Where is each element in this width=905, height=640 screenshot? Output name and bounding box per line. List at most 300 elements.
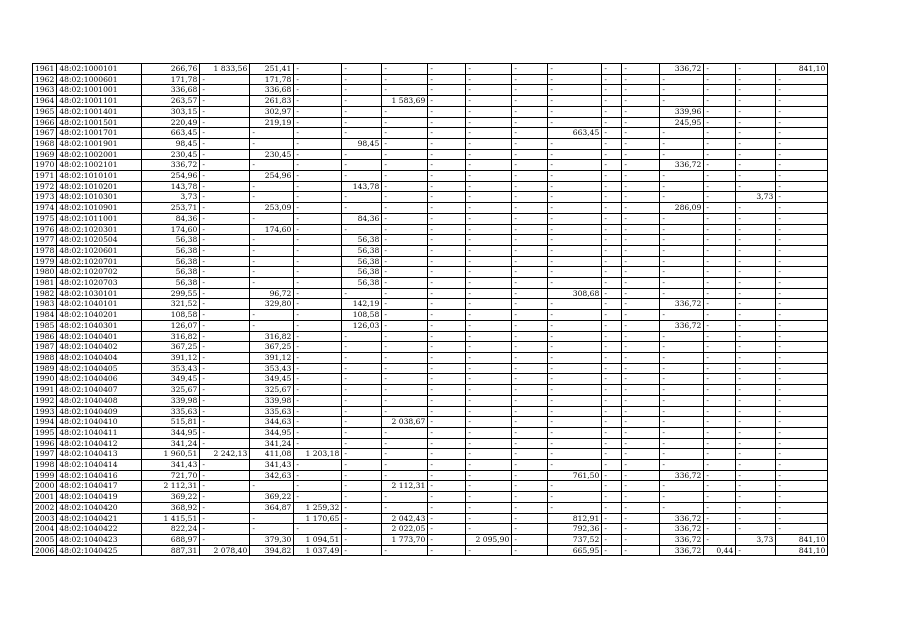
value-cell: - (200, 96, 250, 107)
value-cell: - (428, 417, 466, 428)
value-cell: - (660, 331, 704, 342)
value-cell: - (622, 149, 660, 160)
value-cell: - (200, 138, 250, 149)
value-cell: 56,38 (142, 278, 200, 289)
value-cell: - (342, 502, 382, 513)
value-cell: - (622, 449, 660, 460)
value-cell: 369,22 (142, 492, 200, 503)
value-cell: - (466, 492, 512, 503)
value-cell: - (660, 245, 704, 256)
table-row (33, 149, 828, 160)
value-cell: - (294, 149, 342, 160)
value-cell: - (602, 502, 622, 513)
value-cell: - (548, 74, 602, 85)
value-cell: 379,30 (250, 534, 294, 545)
value-cell: - (548, 245, 602, 256)
value-cell: - (548, 160, 602, 171)
value-cell: - (200, 427, 250, 438)
value-cell: - (250, 128, 294, 139)
value-cell: - (548, 374, 602, 385)
row-number-cell: 1976 (33, 224, 57, 235)
value-cell: - (200, 117, 250, 128)
row-number-cell: 1991 (33, 385, 57, 396)
value-cell: - (466, 385, 512, 396)
value-cell: - (428, 374, 466, 385)
value-cell: - (200, 192, 250, 203)
value-cell: 3,73 (142, 192, 200, 203)
value-cell: 174,60 (142, 224, 200, 235)
value-cell: 126,03 (342, 320, 382, 331)
value-cell: - (602, 181, 622, 192)
value-cell: 3,73 (736, 192, 776, 203)
value-cell: - (428, 342, 466, 353)
value-cell: - (776, 449, 828, 460)
value-cell: 737,52 (548, 534, 602, 545)
value-cell: - (736, 203, 776, 214)
table-row (33, 181, 828, 192)
value-cell: 353,43 (142, 363, 200, 374)
cadastral-number-cell: 48:02:1020301 (57, 224, 142, 235)
value-cell: 887,31 (142, 545, 200, 556)
value-cell: - (704, 149, 736, 160)
value-cell: 364,87 (250, 502, 294, 513)
value-cell: 1 415,51 (142, 513, 200, 524)
value-cell: - (548, 85, 602, 96)
value-cell: - (250, 513, 294, 524)
value-cell: - (660, 385, 704, 396)
value-cell: - (622, 96, 660, 107)
row-number-cell: 1974 (33, 203, 57, 214)
value-cell: - (382, 310, 428, 321)
value-cell: - (342, 481, 382, 492)
value-cell: - (200, 245, 250, 256)
value-cell: - (466, 256, 512, 267)
value-cell: 339,96 (660, 106, 704, 117)
row-number-cell: 2002 (33, 502, 57, 513)
value-cell: - (660, 288, 704, 299)
value-cell: - (704, 385, 736, 396)
value-cell: 143,78 (142, 181, 200, 192)
value-cell: - (548, 395, 602, 406)
value-cell: - (512, 492, 548, 503)
value-cell: - (382, 288, 428, 299)
row-number-cell: 1984 (33, 310, 57, 321)
value-cell: - (428, 106, 466, 117)
table-row (33, 64, 828, 75)
value-cell: - (548, 117, 602, 128)
value-cell: - (382, 502, 428, 513)
row-number-cell: 1985 (33, 320, 57, 331)
value-cell: - (548, 406, 602, 417)
cadastral-number-cell: 48:02:1000101 (57, 64, 142, 75)
data-table (32, 63, 828, 556)
value-cell: - (548, 438, 602, 449)
value-cell: - (250, 267, 294, 278)
value-cell: - (548, 320, 602, 331)
value-cell: - (250, 310, 294, 321)
value-cell: - (704, 513, 736, 524)
table-row (33, 385, 828, 396)
value-cell: - (512, 171, 548, 182)
value-cell: - (342, 117, 382, 128)
value-cell: - (704, 245, 736, 256)
value-cell: - (602, 149, 622, 160)
value-cell: - (776, 278, 828, 289)
value-cell: - (548, 417, 602, 428)
value-cell: - (294, 385, 342, 396)
value-cell: - (548, 106, 602, 117)
value-cell: - (466, 192, 512, 203)
value-cell: - (548, 171, 602, 182)
value-cell: - (736, 524, 776, 535)
value-cell: - (466, 128, 512, 139)
value-cell: 688,97 (142, 534, 200, 545)
value-cell: - (382, 299, 428, 310)
value-cell: - (660, 406, 704, 417)
value-cell: - (548, 449, 602, 460)
value-cell: - (250, 160, 294, 171)
value-cell: 339,98 (142, 395, 200, 406)
value-cell: - (342, 224, 382, 235)
value-cell: - (660, 374, 704, 385)
value-cell: - (704, 160, 736, 171)
value-cell: - (382, 64, 428, 75)
table-row (33, 171, 828, 182)
value-cell: - (294, 363, 342, 374)
value-cell: - (704, 395, 736, 406)
value-cell: 367,25 (250, 342, 294, 353)
value-cell: 56,38 (342, 235, 382, 246)
value-cell: - (548, 96, 602, 107)
value-cell: - (602, 160, 622, 171)
value-cell: - (736, 288, 776, 299)
value-cell: - (382, 460, 428, 471)
table-row (33, 545, 828, 556)
value-cell: - (466, 235, 512, 246)
row-number-cell: 1965 (33, 106, 57, 117)
value-cell: - (602, 106, 622, 117)
cadastral-number-cell: 48:02:1040411 (57, 427, 142, 438)
value-cell: 663,45 (548, 128, 602, 139)
value-cell: - (776, 256, 828, 267)
value-cell: 336,72 (660, 513, 704, 524)
value-cell: - (602, 352, 622, 363)
value-cell: - (200, 363, 250, 374)
value-cell: - (704, 203, 736, 214)
value-cell: 336,72 (660, 470, 704, 481)
value-cell: - (428, 288, 466, 299)
value-cell: 344,63 (250, 417, 294, 428)
value-cell: - (704, 181, 736, 192)
value-cell: - (342, 449, 382, 460)
value-cell: - (622, 513, 660, 524)
row-number-cell: 1966 (33, 117, 57, 128)
row-number-cell: 1963 (33, 85, 57, 96)
value-cell: - (660, 235, 704, 246)
value-cell: - (776, 492, 828, 503)
value-cell: 56,38 (142, 256, 200, 267)
value-cell: - (294, 74, 342, 85)
value-cell: - (466, 417, 512, 428)
value-cell: - (466, 64, 512, 75)
table-row (33, 492, 828, 503)
value-cell: 84,36 (342, 213, 382, 224)
value-cell: - (294, 395, 342, 406)
value-cell: 230,45 (142, 149, 200, 160)
value-cell: - (736, 449, 776, 460)
value-cell: - (200, 320, 250, 331)
value-cell: 336,72 (660, 320, 704, 331)
table-row (33, 502, 828, 513)
table-row (33, 406, 828, 417)
value-cell: 126,07 (142, 320, 200, 331)
value-cell: - (294, 406, 342, 417)
value-cell: - (428, 385, 466, 396)
row-number-cell: 1998 (33, 460, 57, 471)
cadastral-number-cell: 48:02:1040422 (57, 524, 142, 535)
value-cell: - (200, 203, 250, 214)
value-cell: 841,10 (776, 545, 828, 556)
value-cell: - (776, 481, 828, 492)
value-cell: 302,97 (250, 106, 294, 117)
value-cell: - (466, 74, 512, 85)
value-cell: - (512, 481, 548, 492)
value-cell: - (622, 181, 660, 192)
value-cell: - (428, 74, 466, 85)
value-cell: - (382, 320, 428, 331)
value-cell: - (660, 213, 704, 224)
value-cell: - (704, 117, 736, 128)
value-cell: - (704, 256, 736, 267)
value-cell: - (512, 149, 548, 160)
value-cell: - (342, 171, 382, 182)
value-cell: - (428, 352, 466, 363)
row-number-cell: 1992 (33, 395, 57, 406)
value-cell: - (602, 64, 622, 75)
value-cell: - (548, 149, 602, 160)
value-cell: - (736, 460, 776, 471)
row-number-cell: 1997 (33, 449, 57, 460)
value-cell: - (548, 213, 602, 224)
value-cell: - (622, 352, 660, 363)
value-cell: - (200, 502, 250, 513)
value-cell: 335,63 (142, 406, 200, 417)
value-cell: - (776, 245, 828, 256)
value-cell: - (382, 438, 428, 449)
value-cell: - (776, 213, 828, 224)
value-cell: 56,38 (342, 256, 382, 267)
value-cell: - (250, 213, 294, 224)
value-cell: - (294, 224, 342, 235)
value-cell: 219,19 (250, 117, 294, 128)
value-cell: - (622, 160, 660, 171)
value-cell: - (548, 310, 602, 321)
value-cell: - (660, 395, 704, 406)
table-row (33, 235, 828, 246)
value-cell: - (382, 267, 428, 278)
value-cell: - (294, 138, 342, 149)
value-cell: - (602, 128, 622, 139)
value-cell: - (660, 342, 704, 353)
value-cell: - (200, 385, 250, 396)
value-cell: - (776, 513, 828, 524)
cadastral-number-cell: 48:02:1040406 (57, 374, 142, 385)
cadastral-number-cell: 48:02:1040402 (57, 342, 142, 353)
value-cell: - (294, 438, 342, 449)
value-cell: - (294, 288, 342, 299)
value-cell: - (736, 235, 776, 246)
value-cell: - (704, 502, 736, 513)
value-cell: 344,95 (250, 427, 294, 438)
row-number-cell: 1988 (33, 352, 57, 363)
value-cell: - (200, 310, 250, 321)
value-cell: 174,60 (250, 224, 294, 235)
value-cell: - (512, 513, 548, 524)
value-cell: - (548, 385, 602, 396)
cadastral-number-cell: 48:02:1040408 (57, 395, 142, 406)
value-cell: - (382, 342, 428, 353)
value-cell: 325,67 (142, 385, 200, 396)
value-cell: - (602, 470, 622, 481)
value-cell: 1 773,70 (382, 534, 428, 545)
value-cell: - (512, 299, 548, 310)
value-cell: - (736, 267, 776, 278)
value-cell: - (704, 192, 736, 203)
row-number-cell: 2005 (33, 534, 57, 545)
value-cell: 336,68 (250, 85, 294, 96)
row-number-cell: 2004 (33, 524, 57, 535)
value-cell: - (382, 235, 428, 246)
value-cell: - (660, 363, 704, 374)
table-row (33, 278, 828, 289)
value-cell: 316,82 (142, 331, 200, 342)
value-cell: 2 095,90 (466, 534, 512, 545)
value-cell: 261,83 (250, 96, 294, 107)
value-cell: - (602, 310, 622, 321)
value-cell: - (512, 160, 548, 171)
table-row (33, 460, 828, 471)
table-row (33, 449, 828, 460)
table-row (33, 96, 828, 107)
value-cell: - (382, 149, 428, 160)
cadastral-number-cell: 48:02:1020601 (57, 245, 142, 256)
value-cell: - (660, 192, 704, 203)
row-number-cell: 1987 (33, 342, 57, 353)
value-cell: 349,45 (142, 374, 200, 385)
value-cell: - (342, 106, 382, 117)
value-cell: - (622, 64, 660, 75)
value-cell: - (602, 449, 622, 460)
row-number-cell: 1971 (33, 171, 57, 182)
value-cell: - (382, 245, 428, 256)
value-cell: - (466, 363, 512, 374)
table-row (33, 513, 828, 524)
table-row (33, 427, 828, 438)
value-cell: - (466, 524, 512, 535)
value-cell: - (704, 438, 736, 449)
value-cell: - (776, 171, 828, 182)
table-row (33, 363, 828, 374)
value-cell: - (736, 299, 776, 310)
value-cell: - (428, 545, 466, 556)
value-cell: - (622, 481, 660, 492)
value-cell: 108,58 (142, 310, 200, 321)
value-cell: - (602, 438, 622, 449)
value-cell: - (776, 106, 828, 117)
row-number-cell: 1962 (33, 74, 57, 85)
value-cell: - (200, 181, 250, 192)
value-cell: - (466, 224, 512, 235)
value-cell: - (428, 96, 466, 107)
value-cell: - (512, 278, 548, 289)
value-cell: - (294, 106, 342, 117)
value-cell: - (382, 117, 428, 128)
value-cell: - (466, 513, 512, 524)
value-cell: - (548, 502, 602, 513)
value-cell: - (428, 267, 466, 278)
cadastral-number-cell: 48:02:1040409 (57, 406, 142, 417)
table-row (33, 245, 828, 256)
value-cell: - (704, 320, 736, 331)
cadastral-number-cell: 48:02:1040201 (57, 310, 142, 321)
value-cell: - (622, 427, 660, 438)
table-row (33, 267, 828, 278)
value-cell: - (342, 524, 382, 535)
value-cell: - (660, 96, 704, 107)
value-cell: - (602, 288, 622, 299)
value-cell: - (382, 160, 428, 171)
cadastral-number-cell: 48:02:1011001 (57, 213, 142, 224)
value-cell: - (736, 74, 776, 85)
value-cell: - (776, 352, 828, 363)
table-row (33, 106, 828, 117)
value-cell: 394,82 (250, 545, 294, 556)
value-cell: - (548, 363, 602, 374)
cadastral-number-cell: 48:02:1001101 (57, 96, 142, 107)
value-cell: 56,38 (342, 278, 382, 289)
value-cell: - (294, 203, 342, 214)
value-cell: - (602, 74, 622, 85)
value-cell: - (776, 320, 828, 331)
value-cell: - (512, 460, 548, 471)
value-cell: 321,52 (142, 299, 200, 310)
value-cell: - (428, 492, 466, 503)
value-cell: - (660, 438, 704, 449)
value-cell: - (428, 128, 466, 139)
value-cell: - (512, 374, 548, 385)
value-cell: - (776, 149, 828, 160)
value-cell: 143,78 (342, 181, 382, 192)
cadastral-number-cell: 48:02:1001401 (57, 106, 142, 117)
value-cell: - (736, 417, 776, 428)
value-cell: - (294, 427, 342, 438)
value-cell: - (200, 438, 250, 449)
value-cell: - (342, 192, 382, 203)
value-cell: - (622, 171, 660, 182)
value-cell: - (428, 85, 466, 96)
value-cell: 336,72 (660, 534, 704, 545)
value-cell: - (622, 117, 660, 128)
value-cell: 316,82 (250, 331, 294, 342)
value-cell: - (294, 470, 342, 481)
value-cell: - (776, 74, 828, 85)
value-cell: - (428, 245, 466, 256)
value-cell: - (200, 470, 250, 481)
value-cell: 2 078,40 (200, 545, 250, 556)
value-cell: - (622, 438, 660, 449)
cadastral-number-cell: 48:02:1040421 (57, 513, 142, 524)
value-cell: - (622, 267, 660, 278)
